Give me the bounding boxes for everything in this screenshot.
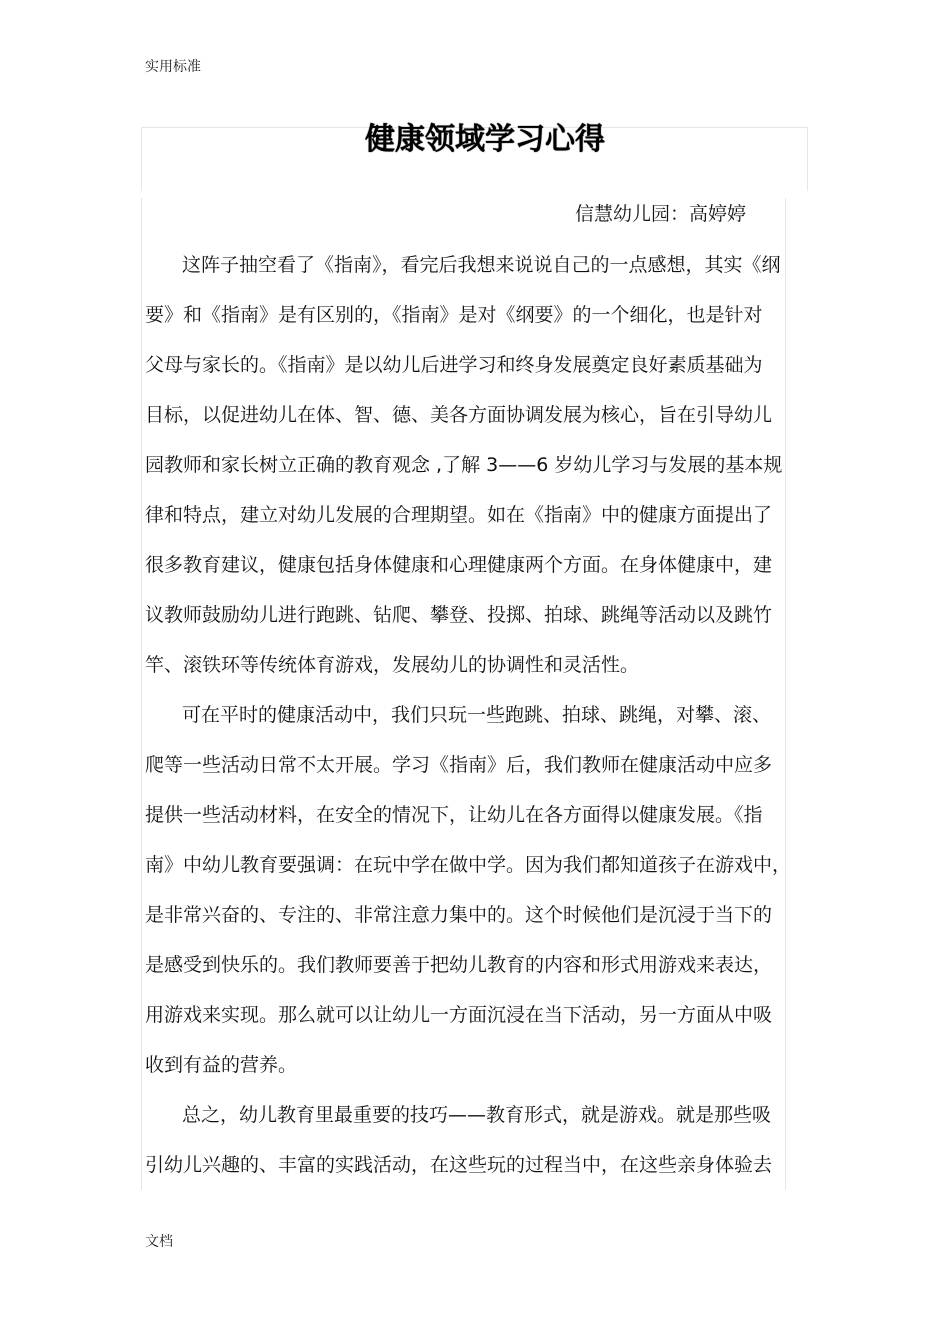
- text-line: 这阵子抽空看了《指南》，看完后我想来说说自己的一点感想，其实《纲: [182, 254, 781, 276]
- text-line: 园教师和家长树立正确的教育观念 ,了解 3——6 岁幼儿学习与发展的基本规: [145, 454, 783, 476]
- document-title: 健康领域学习心得: [365, 122, 605, 157]
- page-header: 实用标准: [145, 59, 201, 75]
- text-line: 律和特点，建立对幼儿发展的合理期望。如在《指南》中的健康方面提出了: [145, 504, 773, 526]
- text-line: 用游戏来实现。那么就可以让幼儿一方面沉浸在当下活动，另一方面从中吸: [145, 1004, 773, 1026]
- document-body: [145, 240, 790, 1190]
- text-line: 爬等一些活动日常不太开展。学习《指南》后，我们教师在健康活动中应多: [145, 754, 773, 776]
- page-footer: 文档: [145, 1234, 173, 1250]
- text-line: 目标，以促进幼儿在体、智、德、美各方面协调发展为核心，旨在引导幼儿: [145, 404, 773, 426]
- text-line: 父母与家长的。《指南》是以幼儿后进学习和终身发展奠定良好素质基础为: [145, 354, 763, 376]
- text-line: 竿、滚铁环等传统体育游戏，发展幼儿的协调性和灵活性。: [145, 654, 640, 676]
- text-line: 收到有益的营养。: [145, 1054, 298, 1076]
- text-line: 可在平时的健康活动中，我们只玩一些跑跳、拍球、跳绳，对攀、滚、: [182, 704, 772, 726]
- text-line: 南》中幼儿教育要强调：在玩中学在做中学。因为我们都知道孩子在游戏中，: [145, 854, 792, 876]
- text-line: 是非常兴奋的、专注的、非常注意力集中的。这个时候他们是沉浸于当下的: [145, 904, 773, 926]
- text-line: 引幼儿兴趣的、丰富的实践活动，在这些玩的过程当中，在这些亲身体验去: [145, 1154, 773, 1176]
- text-line: 提供一些活动材料，在安全的情况下，让幼儿在各方面得以健康发展。《指: [145, 804, 763, 826]
- text-line: 很多教育建议，健康包括身体健康和心理健康两个方面。在身体健康中，建: [145, 554, 773, 576]
- text-line: 总之，幼儿教育里最重要的技巧——教育形式，就是游戏。就是那些吸: [182, 1104, 772, 1126]
- text-line: 议教师鼓励幼儿进行跑跳、钻爬、攀登、投掷、拍球、跳绳等活动以及跳竹: [145, 604, 773, 626]
- author-line: 信慧幼儿园：高婷婷: [575, 203, 747, 225]
- text-line: 是感受到快乐的。我们教师要善于把幼儿教育的内容和形式用游戏来表达，: [145, 954, 773, 976]
- text-line: 要》和《指南》是有区别的，《指南》是对《纲要》的一个细化，也是针对: [145, 304, 763, 326]
